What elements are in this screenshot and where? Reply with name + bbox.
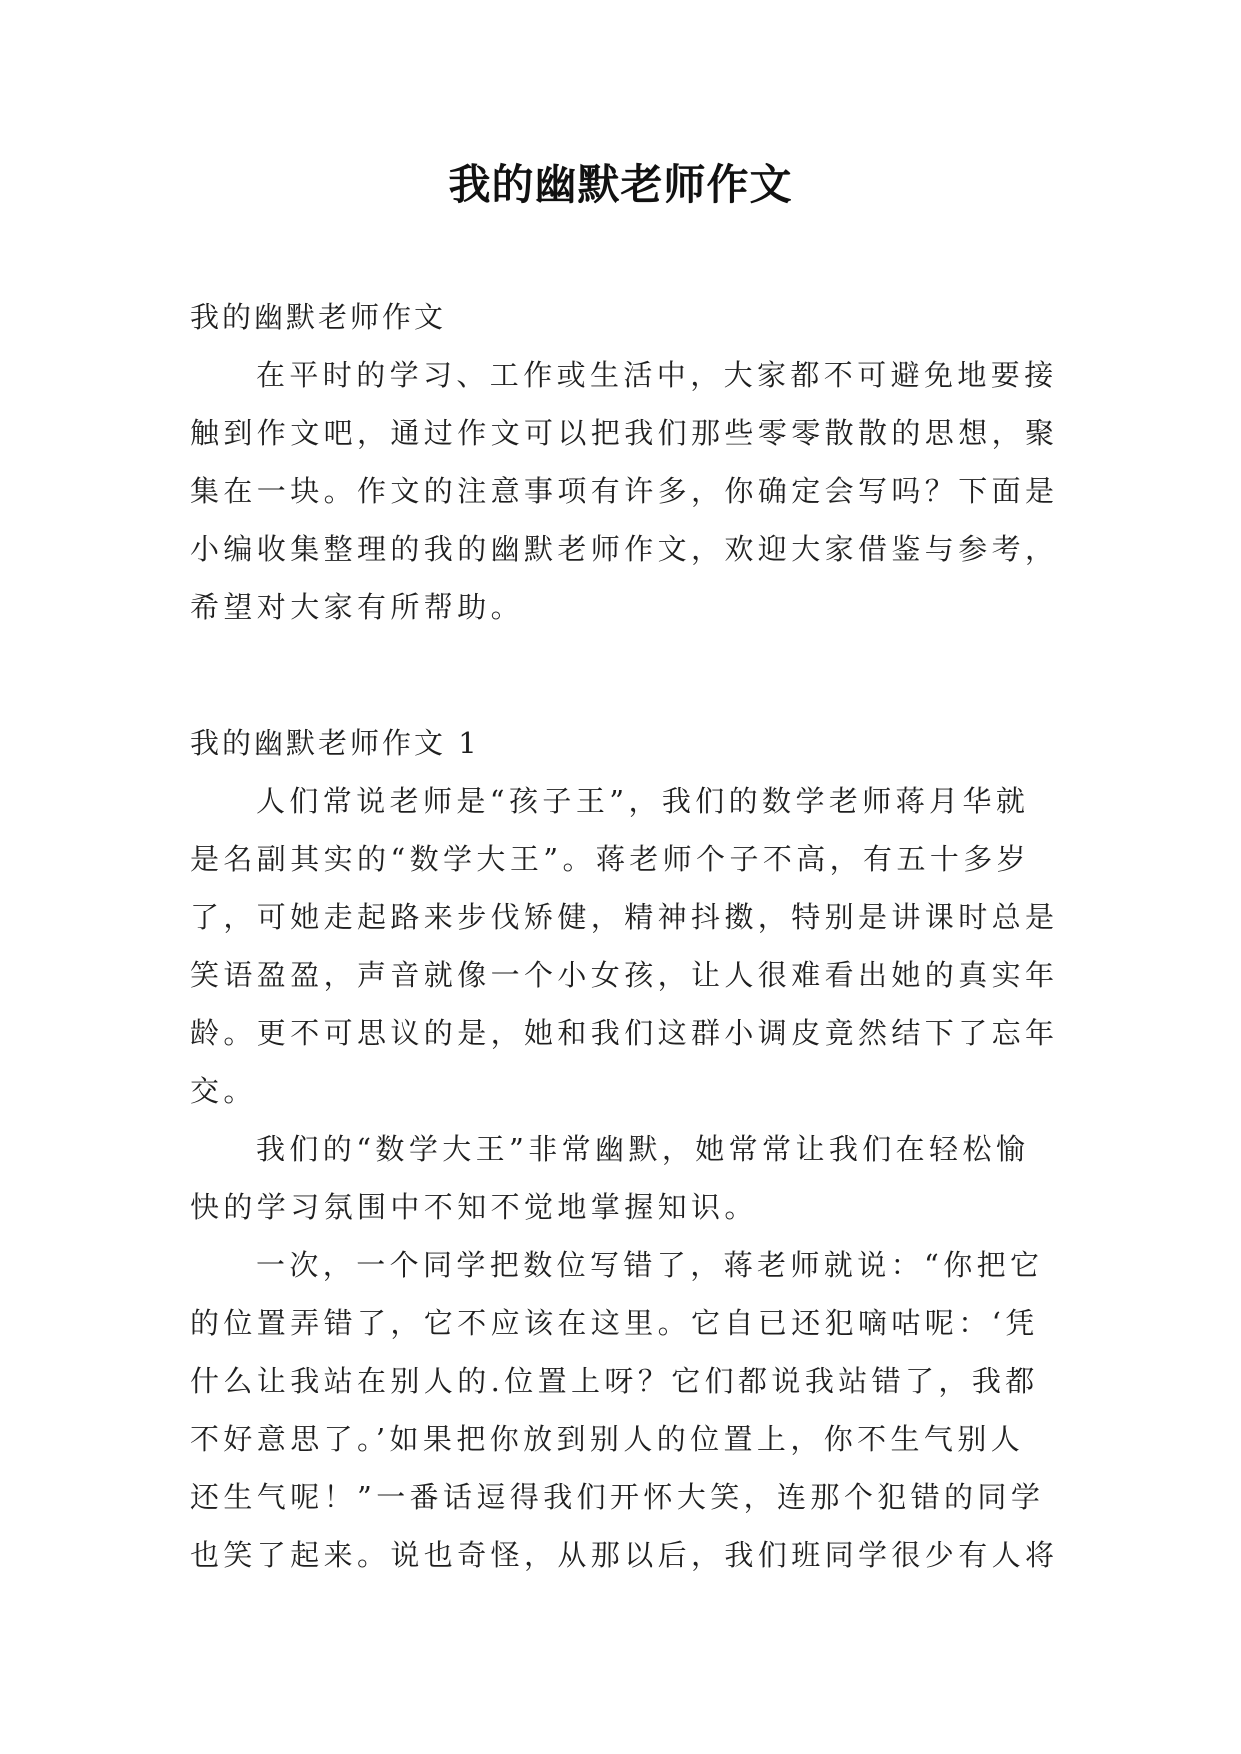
section-heading: 我的幽默老师作文 1 <box>190 726 480 760</box>
text-line: 我们的“数学大王”非常幽默，她常常让我们在轻松愉 <box>256 1132 1030 1166</box>
text-line: 笑语盈盈，声音就像一个小女孩，让人很难看出她的真实年 <box>190 958 1059 992</box>
text-line: 集在一块。作文的注意事项有许多，你确定会写吗？下面是 <box>190 474 1059 508</box>
page-title: 我的幽默老师作文 <box>448 160 793 209</box>
text-line: 不好意思了。’如果把你放到别人的位置上，你不生气别人 <box>190 1422 1025 1456</box>
text-line: 一次，一个同学把数位写错了，蒋老师就说：“你把它 <box>256 1248 1044 1282</box>
paragraph-3 <box>190 1236 1059 1584</box>
text-line: 希望对大家有所帮助。 <box>190 590 525 624</box>
text-line: 的位置弄错了，它不应该在这里。它自已还犯嘀咕呢：‘凭 <box>190 1306 1039 1340</box>
text-line: 触到作文吧，通过作文可以把我们那些零零散散的思想，聚 <box>190 416 1059 450</box>
paragraph-2 <box>190 1120 1055 1236</box>
paragraph-1 <box>190 772 1059 1120</box>
text-line: 了，可她走起路来步伐矫健，精神抖擞，特别是讲课时总是 <box>190 900 1059 934</box>
text-line: 是名副其实的“数学大王”。蒋老师个子不高，有五十多岁 <box>190 842 1031 876</box>
text-line: 还生气呢！”一番话逗得我们开怀大笑，连那个犯错的同学 <box>190 1480 1045 1514</box>
text-line: 人们常说老师是“孩子王”，我们的数学老师蒋月华就 <box>256 784 1030 818</box>
intro-paragraph <box>190 346 1059 636</box>
text-line: 快的学习氛围中不知不觉地掌握知识。 <box>190 1190 758 1224</box>
text-line: 在平时的学习、工作或生活中，大家都不可避免地要接 <box>256 358 1058 392</box>
document-body <box>190 288 1059 1584</box>
text-line: 也笑了起来。说也奇怪，从那以后，我们班同学很少有人将 <box>190 1538 1059 1572</box>
text-line: 小编收集整理的我的幽默老师作文，欢迎大家借鉴与参考， <box>190 532 1059 566</box>
text-line: 什么让我站在别人的.位置上呀？它们都说我站错了，我都 <box>190 1364 1039 1398</box>
section-spacer <box>190 636 1055 714</box>
intro-heading: 我的幽默老师作文 <box>190 300 447 334</box>
text-line: 交。 <box>190 1074 257 1108</box>
text-line: 龄。更不可思议的是，她和我们这群小调皮竟然结下了忘年 <box>190 1016 1059 1050</box>
